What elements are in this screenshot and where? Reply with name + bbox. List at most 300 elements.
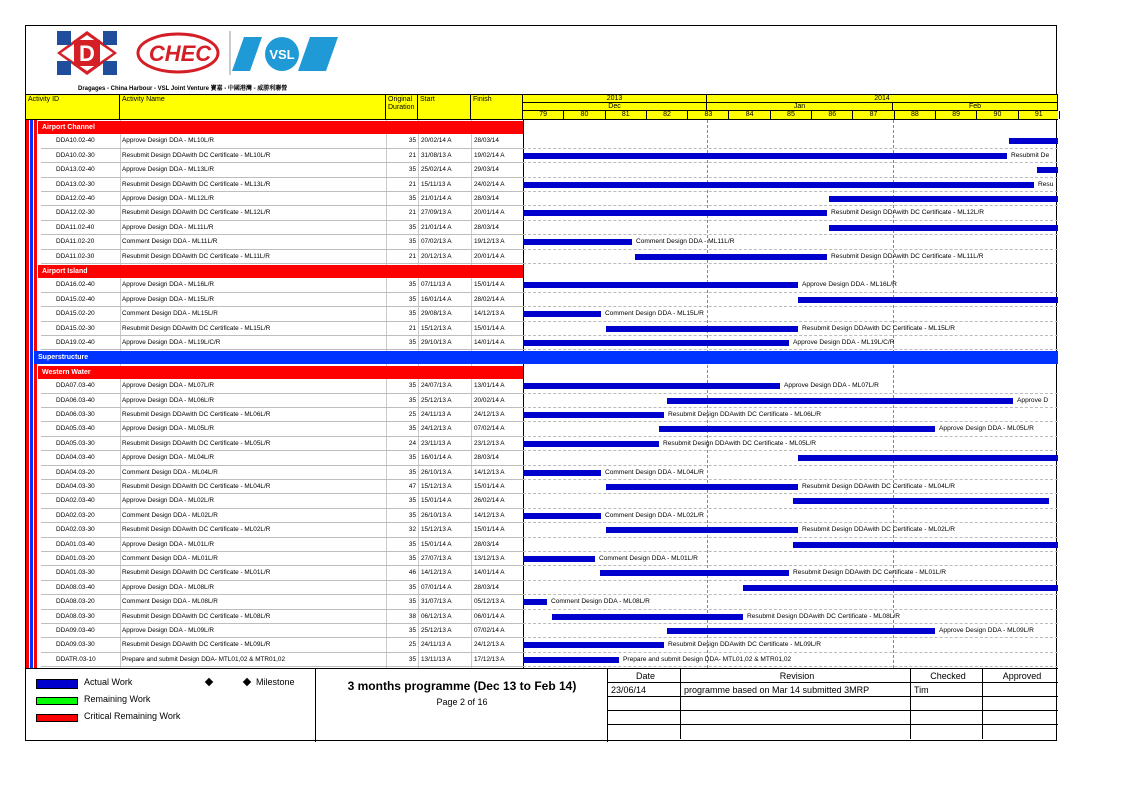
actual-work-bar[interactable] xyxy=(523,513,601,519)
actual-work-bar[interactable] xyxy=(798,297,1058,303)
bar-label: Comment Design DDA - ML04L/R xyxy=(605,468,704,476)
table-row[interactable] xyxy=(41,278,523,292)
activity-id: DDA13.02-30 xyxy=(56,180,95,188)
activity-name: Approve Design DDA - ML11L/R xyxy=(122,223,214,231)
page-number: Page 2 of 16 xyxy=(436,697,488,707)
activity-id: DDA15.02-20 xyxy=(56,310,95,318)
table-row[interactable] xyxy=(41,293,523,307)
table-row[interactable] xyxy=(41,610,523,624)
activity-id: DDA04.03-20 xyxy=(56,468,95,476)
actual-work-bar[interactable] xyxy=(523,210,827,216)
activity-duration: 35 xyxy=(408,425,416,433)
bar-label: Resubmit Design DDAwith DC Certificate - ML05L/R xyxy=(663,439,817,447)
table-row[interactable] xyxy=(41,509,523,523)
activity-id: DDA02.03-40 xyxy=(56,497,95,505)
activity-name: Comment Design DDA - ML15L/R xyxy=(122,310,218,318)
activity-id: DDA19.02-40 xyxy=(56,339,95,346)
activity-duration: 25 xyxy=(408,641,416,649)
activity-list xyxy=(26,120,1058,668)
activity-start: 15/01/14 A xyxy=(421,497,452,505)
activity-id: DDA05.03-40 xyxy=(56,425,95,433)
week-label: 90 xyxy=(977,111,1018,119)
actual-work-bar[interactable] xyxy=(523,383,780,389)
activity-id: DDA08.03-20 xyxy=(56,598,95,606)
row-gridline xyxy=(523,191,1058,192)
row-gridline xyxy=(523,580,1058,581)
actual-work-bar[interactable] xyxy=(606,326,798,332)
activity-duration: 35 xyxy=(408,511,416,519)
actual-work-bar[interactable] xyxy=(523,153,1007,159)
wbs-stripe xyxy=(26,120,29,668)
activity-start: 31/08/13 A xyxy=(421,151,452,159)
activity-start: 16/01/14 A xyxy=(421,454,452,462)
table-row[interactable] xyxy=(41,437,523,451)
activity-finish: 14/01/14 A xyxy=(474,569,505,577)
actual-work-bar[interactable] xyxy=(523,642,664,648)
activity-duration: 35 xyxy=(408,166,416,174)
activity-id: DDA09.03-40 xyxy=(56,627,95,634)
timescale-weeks xyxy=(523,111,1058,119)
bar-label: Comment Design DDA - ML15L/R xyxy=(605,310,704,318)
activity-start: 26/10/13 A xyxy=(421,511,452,519)
row-gridline xyxy=(523,162,1058,163)
table-row[interactable] xyxy=(41,624,523,638)
legend xyxy=(26,669,316,742)
activity-id: DDA05.03-30 xyxy=(56,439,95,447)
table-row[interactable] xyxy=(41,638,523,652)
activity-finish: 28/03/14 xyxy=(474,195,499,202)
programme-title: 3 months programme (Dec 13 to Feb 14) xyxy=(347,679,577,693)
activity-duration: 35 xyxy=(408,540,416,548)
activity-name: Approve Design DDA - ML04L/R xyxy=(122,454,214,462)
activity-finish: 28/03/14 xyxy=(474,137,499,145)
table-row[interactable] xyxy=(41,451,523,465)
month-label: Jan xyxy=(707,103,893,111)
table-row[interactable] xyxy=(41,422,523,436)
activity-id: DDA15.02-40 xyxy=(56,295,95,303)
actual-work-bar[interactable] xyxy=(523,470,601,476)
activity-duration: 35 xyxy=(408,238,416,246)
activity-id: DDA06.03-30 xyxy=(56,411,95,418)
bar-label: Resubmit Design DDAwith DC Certificate - ML02L/R xyxy=(802,526,956,534)
activity-start: 24/11/13 A xyxy=(421,641,452,649)
actual-work-bar[interactable] xyxy=(798,455,1058,461)
activity-start: 14/12/13 A xyxy=(421,569,452,577)
title-block xyxy=(316,669,608,742)
activity-duration: 35 xyxy=(408,468,416,476)
activity-id: DDA01.03-30 xyxy=(56,569,95,577)
activity-start: 29/08/13 A xyxy=(421,310,452,318)
activity-start: 20/02/14 A xyxy=(421,137,452,145)
activity-duration: 35 xyxy=(408,295,416,303)
activity-name: Resubmit Design DDAwith DC Certificate - ML12L/R xyxy=(122,209,271,217)
rev-empty-cell xyxy=(911,711,983,725)
activity-start: 06/12/13 A xyxy=(421,612,452,620)
table-row[interactable] xyxy=(41,653,523,667)
actual-work-bar[interactable] xyxy=(743,585,1058,591)
activity-start: 21/01/14 A xyxy=(421,223,452,231)
table-row[interactable] xyxy=(41,538,523,552)
rev-empty-cell xyxy=(681,697,911,711)
actual-work-bar[interactable] xyxy=(523,340,789,346)
activity-start: 25/12/13 A xyxy=(421,627,452,634)
row-gridline xyxy=(523,177,1058,178)
header-activity-name: Activity Name xyxy=(120,95,386,119)
rev-empty-cell xyxy=(911,725,983,739)
activity-duration: 35 xyxy=(408,339,416,346)
table-row[interactable] xyxy=(41,221,523,235)
activity-finish: 17/12/13 A xyxy=(474,655,505,663)
activity-start: 16/01/14 A xyxy=(421,295,452,303)
table-header xyxy=(26,94,1058,120)
activity-finish: 28/02/14 A xyxy=(474,295,505,303)
month-gridline xyxy=(707,120,708,668)
timescale-years xyxy=(523,95,1058,103)
table-row[interactable] xyxy=(41,163,523,177)
activity-finish: 06/01/14 A xyxy=(474,612,505,620)
week-label: 86 xyxy=(812,111,853,119)
activity-duration: 38 xyxy=(408,612,416,620)
rev-empty-cell xyxy=(983,697,1058,711)
activity-name: Approve Design DDA - ML08L/R xyxy=(122,583,214,591)
wbs-band: Western Water xyxy=(38,366,523,379)
activity-duration: 35 xyxy=(408,310,416,318)
actual-work-bar[interactable] xyxy=(829,196,1058,202)
activity-duration: 21 xyxy=(408,209,416,217)
activity-name: Comment Design DDA - ML01L/R xyxy=(122,555,218,562)
bar-label: Approve Design DDA - ML05L/R xyxy=(939,425,1034,433)
activity-id: DDA01.03-20 xyxy=(56,555,95,562)
activity-finish: 28/03/14 xyxy=(474,454,499,462)
activity-id: DDA01.03-40 xyxy=(56,540,95,548)
bar-label: Resubmit Design DDAwith DC Certificate - ML04L/R xyxy=(802,483,956,490)
activity-finish: 05/12/13 A xyxy=(474,598,505,606)
table-row[interactable] xyxy=(41,552,523,566)
wbs-stripe xyxy=(34,120,37,668)
activity-id: DDA04.03-30 xyxy=(56,483,95,490)
bar-label: Approve D xyxy=(1017,396,1049,404)
row-gridline xyxy=(523,292,1058,293)
activity-name: Resubmit Design DDAwith DC Certificate - ML09L/R xyxy=(122,641,271,649)
actual-work-bar[interactable] xyxy=(523,412,664,418)
activity-start: 15/11/13 A xyxy=(421,180,452,188)
activity-start: 15/01/14 A xyxy=(421,540,452,548)
legend-milestone: Milestone xyxy=(256,677,295,687)
table-row[interactable] xyxy=(41,235,523,249)
rev-empty-cell xyxy=(608,725,681,739)
table-row[interactable] xyxy=(41,307,523,321)
activity-duration: 35 xyxy=(408,555,416,562)
activity-id: DDA07.03-40 xyxy=(56,382,95,390)
legend-critical-work: Critical Remaining Work xyxy=(84,711,181,721)
activity-id: DDA10.02-40 xyxy=(56,137,95,145)
actual-work-bar[interactable] xyxy=(606,484,798,490)
actual-work-bar[interactable] xyxy=(523,311,601,317)
milestone-icon xyxy=(205,678,213,686)
activity-duration: 35 xyxy=(408,655,416,663)
activity-start: 25/12/13 A xyxy=(421,396,452,404)
activity-duration: 35 xyxy=(408,137,416,145)
activity-start: 07/02/13 A xyxy=(421,238,452,246)
actual-work-bar[interactable] xyxy=(1009,138,1058,144)
rev-empty-cell xyxy=(608,711,681,725)
activity-finish: 15/01/14 A xyxy=(474,483,505,490)
header-start: Start xyxy=(418,95,471,119)
week-label: 79 xyxy=(523,111,564,119)
table-row[interactable] xyxy=(41,566,523,580)
row-gridline xyxy=(523,537,1058,538)
actual-work-bar[interactable] xyxy=(667,628,935,634)
activity-name: Approve Design DDA - ML07L/R xyxy=(122,382,214,390)
actual-work-bar[interactable] xyxy=(523,657,619,663)
logo-area xyxy=(26,26,1058,94)
activity-duration: 35 xyxy=(408,583,416,591)
activity-start: 15/12/13 A xyxy=(421,483,452,490)
dragages-logo xyxy=(57,31,117,75)
activity-duration: 35 xyxy=(408,396,416,404)
activity-name: Prepare and submit Design DDA- MTL01,02 & MTR01,02 xyxy=(122,655,286,663)
activity-name: Resubmit Design DDAwith DC Certificate - ML04L/R xyxy=(122,483,271,490)
table-row[interactable] xyxy=(41,192,523,206)
activity-duration: 35 xyxy=(408,627,416,634)
actual-work-bar[interactable] xyxy=(523,182,1034,188)
activity-start: 20/12/13 A xyxy=(421,252,452,260)
vsl-logo-text: VSL xyxy=(269,47,295,62)
critical-work-swatch xyxy=(36,714,78,722)
table-row[interactable] xyxy=(41,178,523,192)
activity-name: Comment Design DDA - ML11L/R xyxy=(122,238,218,246)
activity-name: Approve Design DDA - ML02L/R xyxy=(122,497,214,505)
actual-work-bar[interactable] xyxy=(635,254,827,260)
activity-id: DDA02.03-20 xyxy=(56,511,95,519)
week-label: 80 xyxy=(564,111,605,119)
actual-work-bar[interactable] xyxy=(793,542,1058,548)
actual-work-bar[interactable] xyxy=(793,498,1049,504)
actual-work-bar[interactable] xyxy=(667,398,1013,404)
activity-finish: 20/02/14 A xyxy=(474,396,505,404)
activity-finish: 19/02/14 A xyxy=(474,151,505,159)
activity-name: Resubmit Design DDAwith DC Certificate - ML01L/R xyxy=(122,569,271,577)
actual-work-bar[interactable] xyxy=(523,282,798,288)
activity-finish: 20/01/14 A xyxy=(474,209,505,217)
week-label: 83 xyxy=(688,111,729,119)
activity-finish: 28/03/14 xyxy=(474,540,499,548)
activity-id: DDA02.03-30 xyxy=(56,526,95,534)
legend-actual-work: Actual Work xyxy=(84,677,133,687)
row-gridline xyxy=(523,508,1058,509)
header-duration: Original Duration xyxy=(386,95,418,119)
bar-label: Resubmit Design DDAwith DC Certificate - ML06L/R xyxy=(668,411,822,418)
bar-label: Resubmit Design DDAwith DC Certificate - ML12L/R xyxy=(831,209,985,217)
activity-id: DDA16.02-40 xyxy=(56,281,95,289)
activity-finish: 14/12/13 A xyxy=(474,468,505,476)
vsl-logo xyxy=(226,31,340,75)
activity-name: Approve Design DDA - ML06L/R xyxy=(122,396,214,404)
activity-name: Approve Design DDA - ML01L/R xyxy=(122,540,214,548)
activity-duration: 24 xyxy=(408,439,416,447)
actual-work-bar[interactable] xyxy=(1037,167,1058,173)
activity-duration: 35 xyxy=(408,497,416,505)
week-label: 84 xyxy=(730,111,771,119)
activity-id: DDA11.02-40 xyxy=(56,223,95,231)
actual-work-bar[interactable] xyxy=(523,556,595,562)
header-activity-id: Activity ID xyxy=(26,95,120,119)
bar-label: Resubmit Design DDAwith DC Certificate - ML01L/R xyxy=(793,569,947,577)
activity-duration: 32 xyxy=(408,526,416,534)
rev-empty-cell xyxy=(983,711,1058,725)
rev-description: programme based on Mar 14 submitted 3MRP xyxy=(681,683,911,697)
activity-duration: 21 xyxy=(408,252,416,260)
activity-name: Approve Design DDA - ML19L/C/R xyxy=(122,339,221,346)
activity-start: 23/11/13 A xyxy=(421,439,452,447)
activity-finish: 19/12/13 A xyxy=(474,238,505,246)
wbs-band: Airport Island xyxy=(38,265,523,278)
wbs-stripe xyxy=(30,120,33,668)
row-gridline xyxy=(523,321,1058,322)
table-row[interactable] xyxy=(41,379,523,393)
bar-label: Comment Design DDA - ML08L/R xyxy=(551,598,650,606)
activity-duration: 35 xyxy=(408,382,416,390)
activity-id: DDA08.03-30 xyxy=(56,612,95,620)
activity-start: 31/07/13 A xyxy=(421,598,452,606)
table-row[interactable] xyxy=(41,494,523,508)
wbs-band: Superstructure xyxy=(34,351,523,364)
actual-work-bar[interactable] xyxy=(523,441,659,447)
rev-empty-cell xyxy=(608,697,681,711)
month-label: Feb xyxy=(893,103,1058,111)
activity-name: Resubmit Design DDAwith DC Certificate - ML05L/R xyxy=(122,439,271,447)
row-gridline xyxy=(523,306,1058,307)
table-row[interactable] xyxy=(41,466,523,480)
milestone-icon xyxy=(243,678,251,686)
table-row[interactable] xyxy=(41,595,523,609)
activity-id: DDA06.03-40 xyxy=(56,396,95,404)
activity-start: 15/12/13 A xyxy=(421,526,452,534)
activity-duration: 35 xyxy=(408,598,416,606)
actual-work-bar[interactable] xyxy=(523,599,547,605)
rev-header-date: Date xyxy=(608,669,681,683)
activity-start: 21/01/14 A xyxy=(421,195,452,202)
activity-finish: 26/02/14 A xyxy=(474,497,505,505)
bar-label: Resubmit Design DDAwith DC Certificate - ML09L/R xyxy=(668,641,822,649)
actual-work-bar[interactable] xyxy=(552,614,743,620)
week-label: 91 xyxy=(1019,111,1060,119)
activity-name: Comment Design DDA - ML08L/R xyxy=(122,598,218,606)
bar-label: Comment Design DDA - ML11L/R xyxy=(636,238,735,246)
actual-work-bar[interactable] xyxy=(829,225,1058,231)
activity-id: DDA12.02-40 xyxy=(56,195,95,202)
rev-empty-cell xyxy=(911,697,983,711)
activity-name: Approve Design DDA - ML12L/R xyxy=(122,195,214,202)
activity-duration: 46 xyxy=(408,569,416,577)
activity-name: Approve Design DDA - ML13L/R xyxy=(122,166,214,174)
bar-label: Approve Design DDA - ML07L/R xyxy=(784,382,879,390)
year-label: 2013 xyxy=(523,95,707,103)
row-gridline xyxy=(523,479,1058,480)
rev-empty-cell xyxy=(983,725,1058,739)
activity-id: DDA09.03-30 xyxy=(56,641,95,649)
actual-work-swatch xyxy=(36,679,78,689)
activity-duration: 35 xyxy=(408,223,416,231)
bar-label: Approve Design DDA - ML19L/C/R xyxy=(793,339,895,346)
activity-name: Approve Design DDA - ML15L/R xyxy=(122,295,214,303)
table-row[interactable] xyxy=(41,581,523,595)
bar-label: Resubmit Design DDAwith DC Certificate - ML08L/R xyxy=(747,612,901,620)
actual-work-bar[interactable] xyxy=(523,239,632,245)
rev-header-checked: Checked xyxy=(911,669,983,683)
activity-name: Resubmit Design DDAwith DC Certificate - ML06L/R xyxy=(122,411,271,418)
rev-empty-cell xyxy=(681,725,911,739)
bar-label: Resubmit Design DDAwith DC Certificate - ML15L/R xyxy=(802,324,956,332)
table-row[interactable] xyxy=(41,480,523,494)
actual-work-bar[interactable] xyxy=(659,426,935,432)
activity-start: 27/07/13 A xyxy=(421,555,452,562)
table-row[interactable] xyxy=(41,149,523,163)
activity-duration: 47 xyxy=(408,483,416,490)
activity-start: 29/10/13 A xyxy=(421,339,452,346)
activity-id: DDATR.03-10 xyxy=(56,655,96,663)
activity-id: DDA12.02-30 xyxy=(56,209,95,217)
gantt-sheet xyxy=(25,25,1057,741)
activity-finish: 15/01/14 A xyxy=(474,324,505,332)
activity-finish: 28/03/14 xyxy=(474,223,499,231)
table-row[interactable] xyxy=(41,336,523,350)
table-row[interactable] xyxy=(41,408,523,422)
activity-name: Resubmit Design DDAwith DC Certificate - ML13L/R xyxy=(122,180,271,188)
table-row[interactable] xyxy=(41,394,523,408)
rev-empty-cell xyxy=(681,711,911,725)
activity-start: 25/02/14 A xyxy=(421,166,452,174)
bar-label: Comment Design DDA - ML02L/R xyxy=(605,511,704,519)
rev-checked: Tim xyxy=(911,683,983,697)
activity-finish: 29/03/14 xyxy=(474,166,499,174)
activity-start: 07/01/14 A xyxy=(421,583,452,591)
activity-start: 27/09/13 A xyxy=(421,209,452,217)
activity-start: 24/07/13 A xyxy=(421,382,452,390)
bar-label: Approve Design DDA - ML09L/R xyxy=(939,627,1034,634)
activity-finish: 24/12/13 A xyxy=(474,641,505,649)
activity-duration: 25 xyxy=(408,411,416,418)
actual-work-bar[interactable] xyxy=(600,570,789,576)
table-row[interactable] xyxy=(41,206,523,220)
activity-duration: 35 xyxy=(408,281,416,289)
year-label: 2014 xyxy=(707,95,1058,103)
activity-finish: 15/01/14 A xyxy=(474,526,505,534)
row-gridline xyxy=(523,148,1058,149)
table-row[interactable] xyxy=(41,523,523,537)
activity-start: 15/12/13 A xyxy=(421,324,452,332)
activity-id: DDA10.02-30 xyxy=(56,151,95,159)
header-finish: Finish xyxy=(471,95,523,119)
row-gridline xyxy=(523,465,1058,466)
chec-logo-text: CHEC xyxy=(148,41,212,66)
table-row[interactable] xyxy=(41,134,523,148)
actual-work-bar[interactable] xyxy=(606,527,798,533)
bar-label: Comment Design DDA - ML01L/R xyxy=(599,555,698,562)
table-row[interactable] xyxy=(41,250,523,264)
activity-name: Approve Design DDA - ML10L/R xyxy=(122,137,214,145)
activity-id: DDA04.03-40 xyxy=(56,454,95,462)
rev-approved xyxy=(983,683,1058,697)
activity-name: Approve Design DDA - ML09L/R xyxy=(122,627,214,634)
table-row[interactable] xyxy=(41,322,523,336)
month-label: Dec xyxy=(523,103,707,111)
row-gridline xyxy=(523,493,1058,494)
legend-remaining-work: Remaining Work xyxy=(84,694,151,704)
activity-finish: 07/02/14 A xyxy=(474,627,505,634)
activity-name: Comment Design DDA - ML02L/R xyxy=(122,511,218,519)
bar-label: Resubmit Design DDAwith DC Certificate - ML11L/R xyxy=(831,252,984,260)
